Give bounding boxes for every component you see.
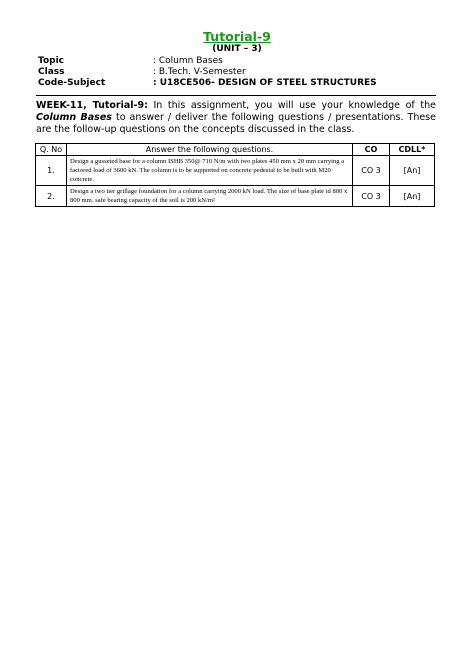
cell-question: Design a gusseted base for a column ISHB 350@ 710 N/m with two plates 450 mm x 20 mm carrying a factored load of 3600 kN. The column is to be supported on concrete pedestal to be built with M20 concrete. <box>67 156 353 186</box>
header-co: CO <box>353 144 390 156</box>
cell-co: CO 3 <box>353 156 390 186</box>
cell-qno: 2. <box>36 186 67 207</box>
tutorial-title: Tutorial-9 <box>203 29 271 44</box>
meta-key: Code-Subject <box>38 78 106 88</box>
header-question: Answer the following questions. <box>67 144 353 156</box>
questions-table <box>35 143 435 207</box>
cell-cdll: [An] <box>390 186 435 207</box>
intro-emphasis: Column Bases <box>36 112 112 123</box>
cell-cdll: [An] <box>390 156 435 186</box>
table-header-row <box>36 144 435 156</box>
intro-lead: WEEK-11, Tutorial-9: <box>36 100 148 111</box>
meta-value: : B.Tech. V-Semester <box>153 67 246 77</box>
table-row <box>36 186 435 207</box>
meta-value: : Column Bases <box>153 56 223 66</box>
table-row <box>36 156 435 186</box>
cell-co: CO 3 <box>353 186 390 207</box>
meta-value: : U18CE506- DESIGN OF STEEL STRUCTURES <box>153 78 377 88</box>
unit-label: (UNIT – 3) <box>212 44 262 54</box>
intro-text-1: In this assignment, you will use your knowledge of the <box>147 100 436 111</box>
intro-text-2: to answer / deliver the following questions / presentations. These are the follow-up questions on the concepts discussed in the class. <box>36 112 436 135</box>
header-cdll: CDLL* <box>390 144 435 156</box>
meta-key: Topic <box>38 56 64 66</box>
header-qno: Q. No <box>36 144 67 156</box>
cell-question: Design a two tier grillage foundation for a column carrying 2000 kN load. The size of base plate id 800 x 800 mm. safe bearing capacity of the soil is 200 kN/m² <box>67 186 353 207</box>
cell-qno: 1. <box>36 156 67 186</box>
intro-paragraph <box>36 100 436 136</box>
divider <box>36 95 436 96</box>
meta-key: Class <box>38 67 65 77</box>
